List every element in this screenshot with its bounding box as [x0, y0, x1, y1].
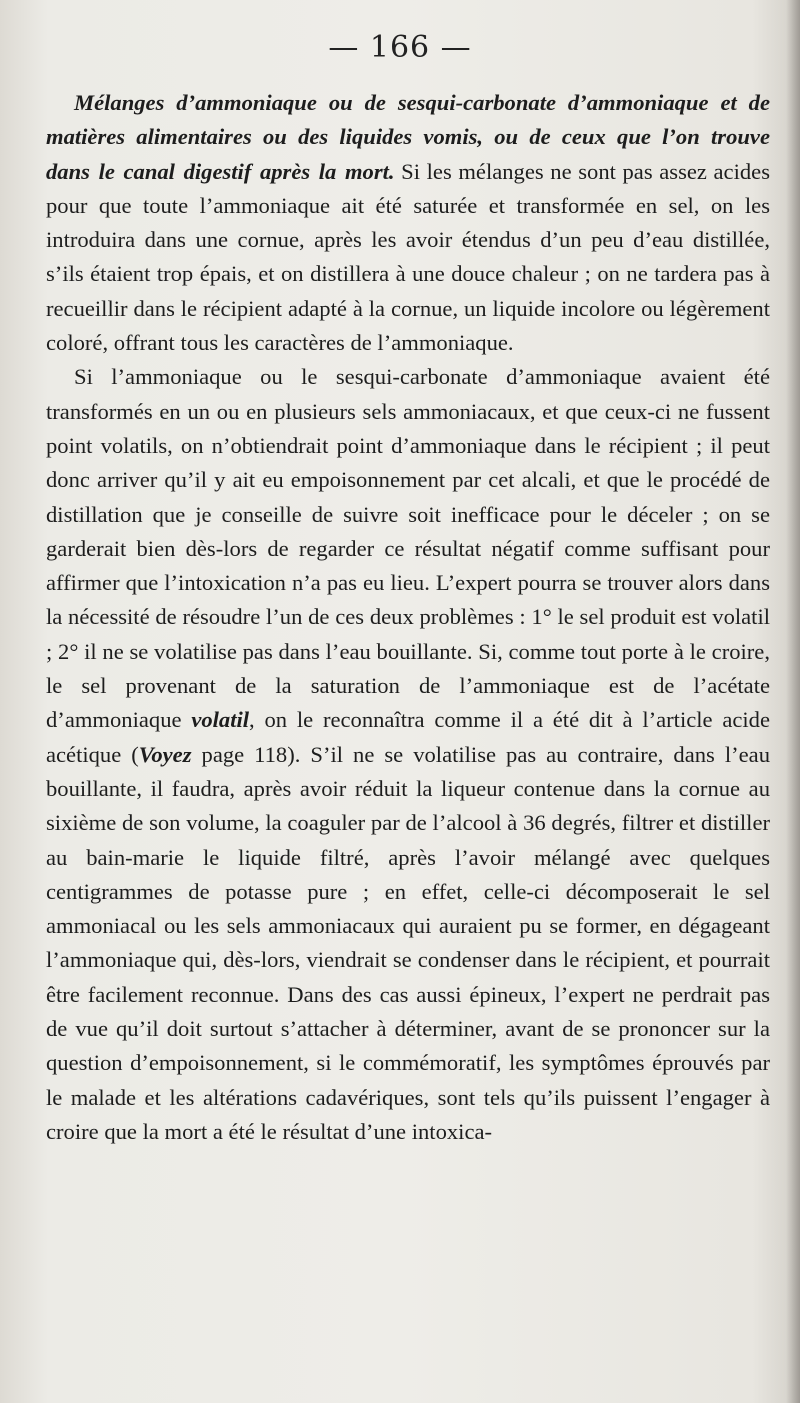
paragraph-2-text-b: , on le reconnaîtra comme il a été dit à l’article acide acétique ( [46, 707, 771, 767]
paragraph-2 [46, 360, 770, 1149]
page-number: — 166 — [328, 30, 472, 65]
page-edge-shadow [786, 0, 800, 1403]
page-body [46, 86, 770, 1149]
section-title: Mélanges d’ammoniaque ou de sesqui-carbonate d’ammoniaque et de matières alimentaires ou des liquides vomis, ou de ceux que l’on trouve dans le canal digestif après la mort. [46, 90, 770, 184]
italic-voyez: Voyez [138, 741, 192, 767]
paragraph-1 [46, 86, 770, 360]
paragraph-2-text-a: Si l’ammoniaque ou le sesqui-carbonate d’ammoniaque avaient été transformés en un ou en plusieurs sels ammoniacaux, et que ceux-ci ne fussent point volatils, on n’obtiendrait point d’ammoniaque dans le récipient ; il peut donc arriver qu’il y ait eu empoisonnement par cet alcali, et que le procédé de distillation que je conseille de suivre soit inefficace pour le déceler ; on se garderait bien dès-lors de regarder ce résultat négatif comme suffisant pour affirmer que l’intoxication n’a pas eu lieu. L’expert pourra se trouver alors dans la nécessité de résoudre l’un de ces deux problèmes : 1° le sel produit est volatil ; 2° il ne se volatilise pas dans l’eau bouillante. Si, comme tout porte à le croire, le sel provenant de la saturation de l’ammoniaque est de l’acétate d’ammoniaque [46, 364, 770, 733]
paragraph-2-text-c: page 118). S’il ne se volatilise pas au contraire, dans l’eau bouillante, il faudra, après avoir réduit la liqueur contenue dans la cornue au sixième de son volume, la coaguler par de l’alcool à 36 degrés, filtrer et distiller au bain-marie le liquide filtré, après l’avoir mélangé avec quelques centigrammes de potasse pure ; en effet, celle-ci décomposerait le sel ammoniacal ou les sels ammoniacaux qui auraient pu se former, en dégageant l’ammoniaque qui, dès-lors, viendrait se condenser dans le récipient, et pourrait être facilement reconnue. Dans des cas aussi épineux, l’expert ne perdrait pas de vue qu’il doit surtout s’attacher à déterminer, avant de se prononcer sur la question d’empoisonnement, si le commémoratif, les symptômes éprouvés par le malade et les altérations cadavériques, sont tels qu’ils puissent l’engager à croire que la mort a été le résultat d’une intoxica- [46, 741, 770, 1144]
italic-volatil: volatil [191, 707, 250, 733]
paragraph-1-text: Si les mélanges ne sont pas assez acides pour que toute l’ammoniaque ait été saturée et transformée en sel, on les introduira dans une cornue, après les avoir étendus d’un peu d’eau distillée, s’ils étaient trop épais, et on distillera à une douce chaleur ; on ne tardera pas à recueillir dans le récipient adapté à la cornue, un liquide incolore ou légèrement coloré, offrant tous les caractères de l’ammoniaque. [46, 158, 770, 356]
